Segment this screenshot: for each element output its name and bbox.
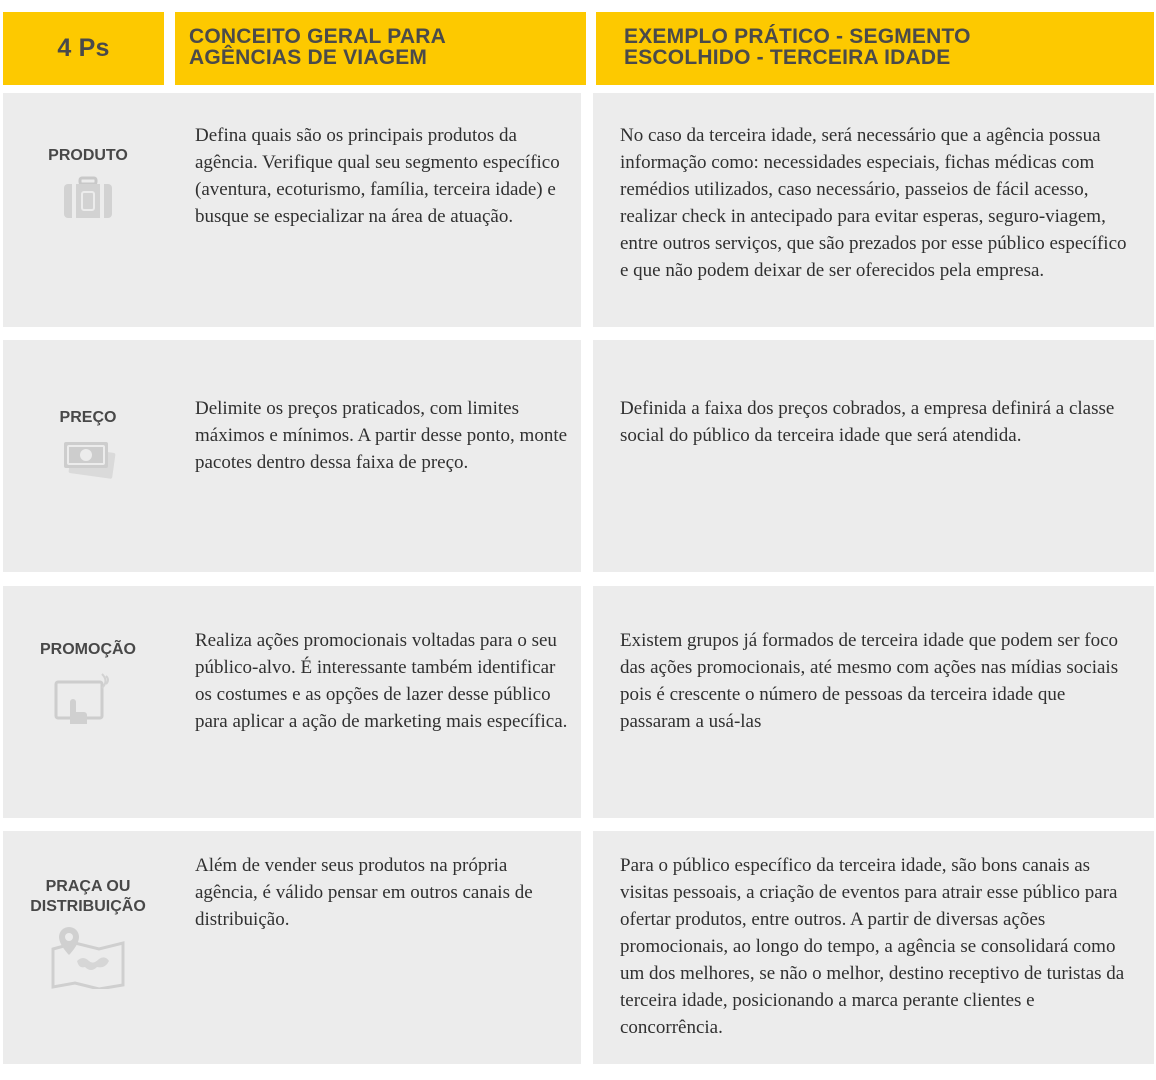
row-promocao-example-cell (593, 586, 1154, 818)
money-icon (60, 436, 118, 482)
concept-text-praca: Além de vender seus produtos na própria agência, é válido pensar em outros canais de distribuição. (195, 855, 533, 930)
header-example-line1: EXEMPLO PRÁTICO - SEGMENTO (624, 25, 971, 48)
row-produto-concept-cell (3, 93, 581, 327)
touch-screen-icon (52, 672, 114, 726)
example-text-produto: No caso da terceira idade, será necessário que a agência possua informação como: necessidades especiais, fichas médicas com remédios utilizados, caso necessário, passeios de fácil acesso, realizar check in antecipado para evitar esperas, seguro-viagem, entre outros serviços, que são prezados por esse público específico e que não podem deixar de ser oferecidos pela empresa. (620, 125, 1127, 281)
header-cell-concept (175, 12, 586, 85)
example-text-preco: Definida a faixa dos preços cobrados, a empresa definirá a classe social do público da terceira idade que será atendida. (620, 398, 1115, 446)
row-preco-concept-cell (3, 340, 581, 572)
row-promocao-concept-cell (3, 586, 581, 818)
row-label-produto: PRODUTO (48, 147, 128, 164)
concept-text-produto: Defina quais são os principais produtos da agência. Verifique qual seu segmento específico (aventura, ecoturismo, família, terceira idade) e busque se especializar na área de atuação. (195, 125, 560, 227)
row-label-preco: PREÇO (59, 409, 117, 426)
row-praca-example-cell (593, 831, 1154, 1064)
header-cell-example (596, 12, 1154, 85)
header-concept-line2: AGÊNCIAS DE VIAGEM (189, 46, 428, 69)
concept-text-preco: Delimite os preços praticados, com limites máximos e mínimos. A partir desse ponto, monte pacotes dentro dessa faixa de preço. (195, 398, 568, 473)
header-cell-4ps (3, 12, 164, 85)
header-4ps: 4 Ps (57, 34, 110, 62)
row-label-praca-line1: PRAÇA OU (45, 878, 131, 895)
example-text-promocao: Existem grupos já formados de terceira idade que podem ser foco das ações promocionais, até mesmo com ações nas mídias sociais pois é crescente o número de pessoas da terceira idade que passaram a usá-las (620, 630, 1119, 732)
example-text-praca: Para o público específico da terceira idade, são bons canais as visitas pessoais, a criação de eventos para atrair esse público para ofertar produtos, entre outros. A partir de diversas ações promocionais, ao longo do tempo, a agência se consolidará como um dos melhores, se não o melhor, destino receptivo de turistas da terceira idade, posicionando a marca perante clientes e concorrência. (620, 855, 1125, 1038)
row-preco-example-cell (593, 340, 1154, 572)
row-produto-example-cell (593, 93, 1154, 327)
row-label-promocao: PROMOÇÃO (40, 641, 136, 658)
suitcase-icon (62, 176, 114, 220)
header-concept-line1: CONCEITO GERAL PARA (189, 25, 446, 48)
row-label-praca (3, 877, 173, 917)
map-pin-icon (49, 925, 127, 989)
header-example-line2: ESCOLHIDO - TERCEIRA IDADE (624, 46, 951, 69)
row-label-praca-line2: DISTRIBUIÇÃO (30, 898, 146, 915)
row-praca-concept-cell (3, 831, 581, 1064)
concept-text-promocao: Realiza ações promocionais voltadas para o seu público-alvo. É interessante também identificar os costumes e as opções de lazer desse público para aplicar a ação de marketing mais específica. (195, 630, 568, 732)
